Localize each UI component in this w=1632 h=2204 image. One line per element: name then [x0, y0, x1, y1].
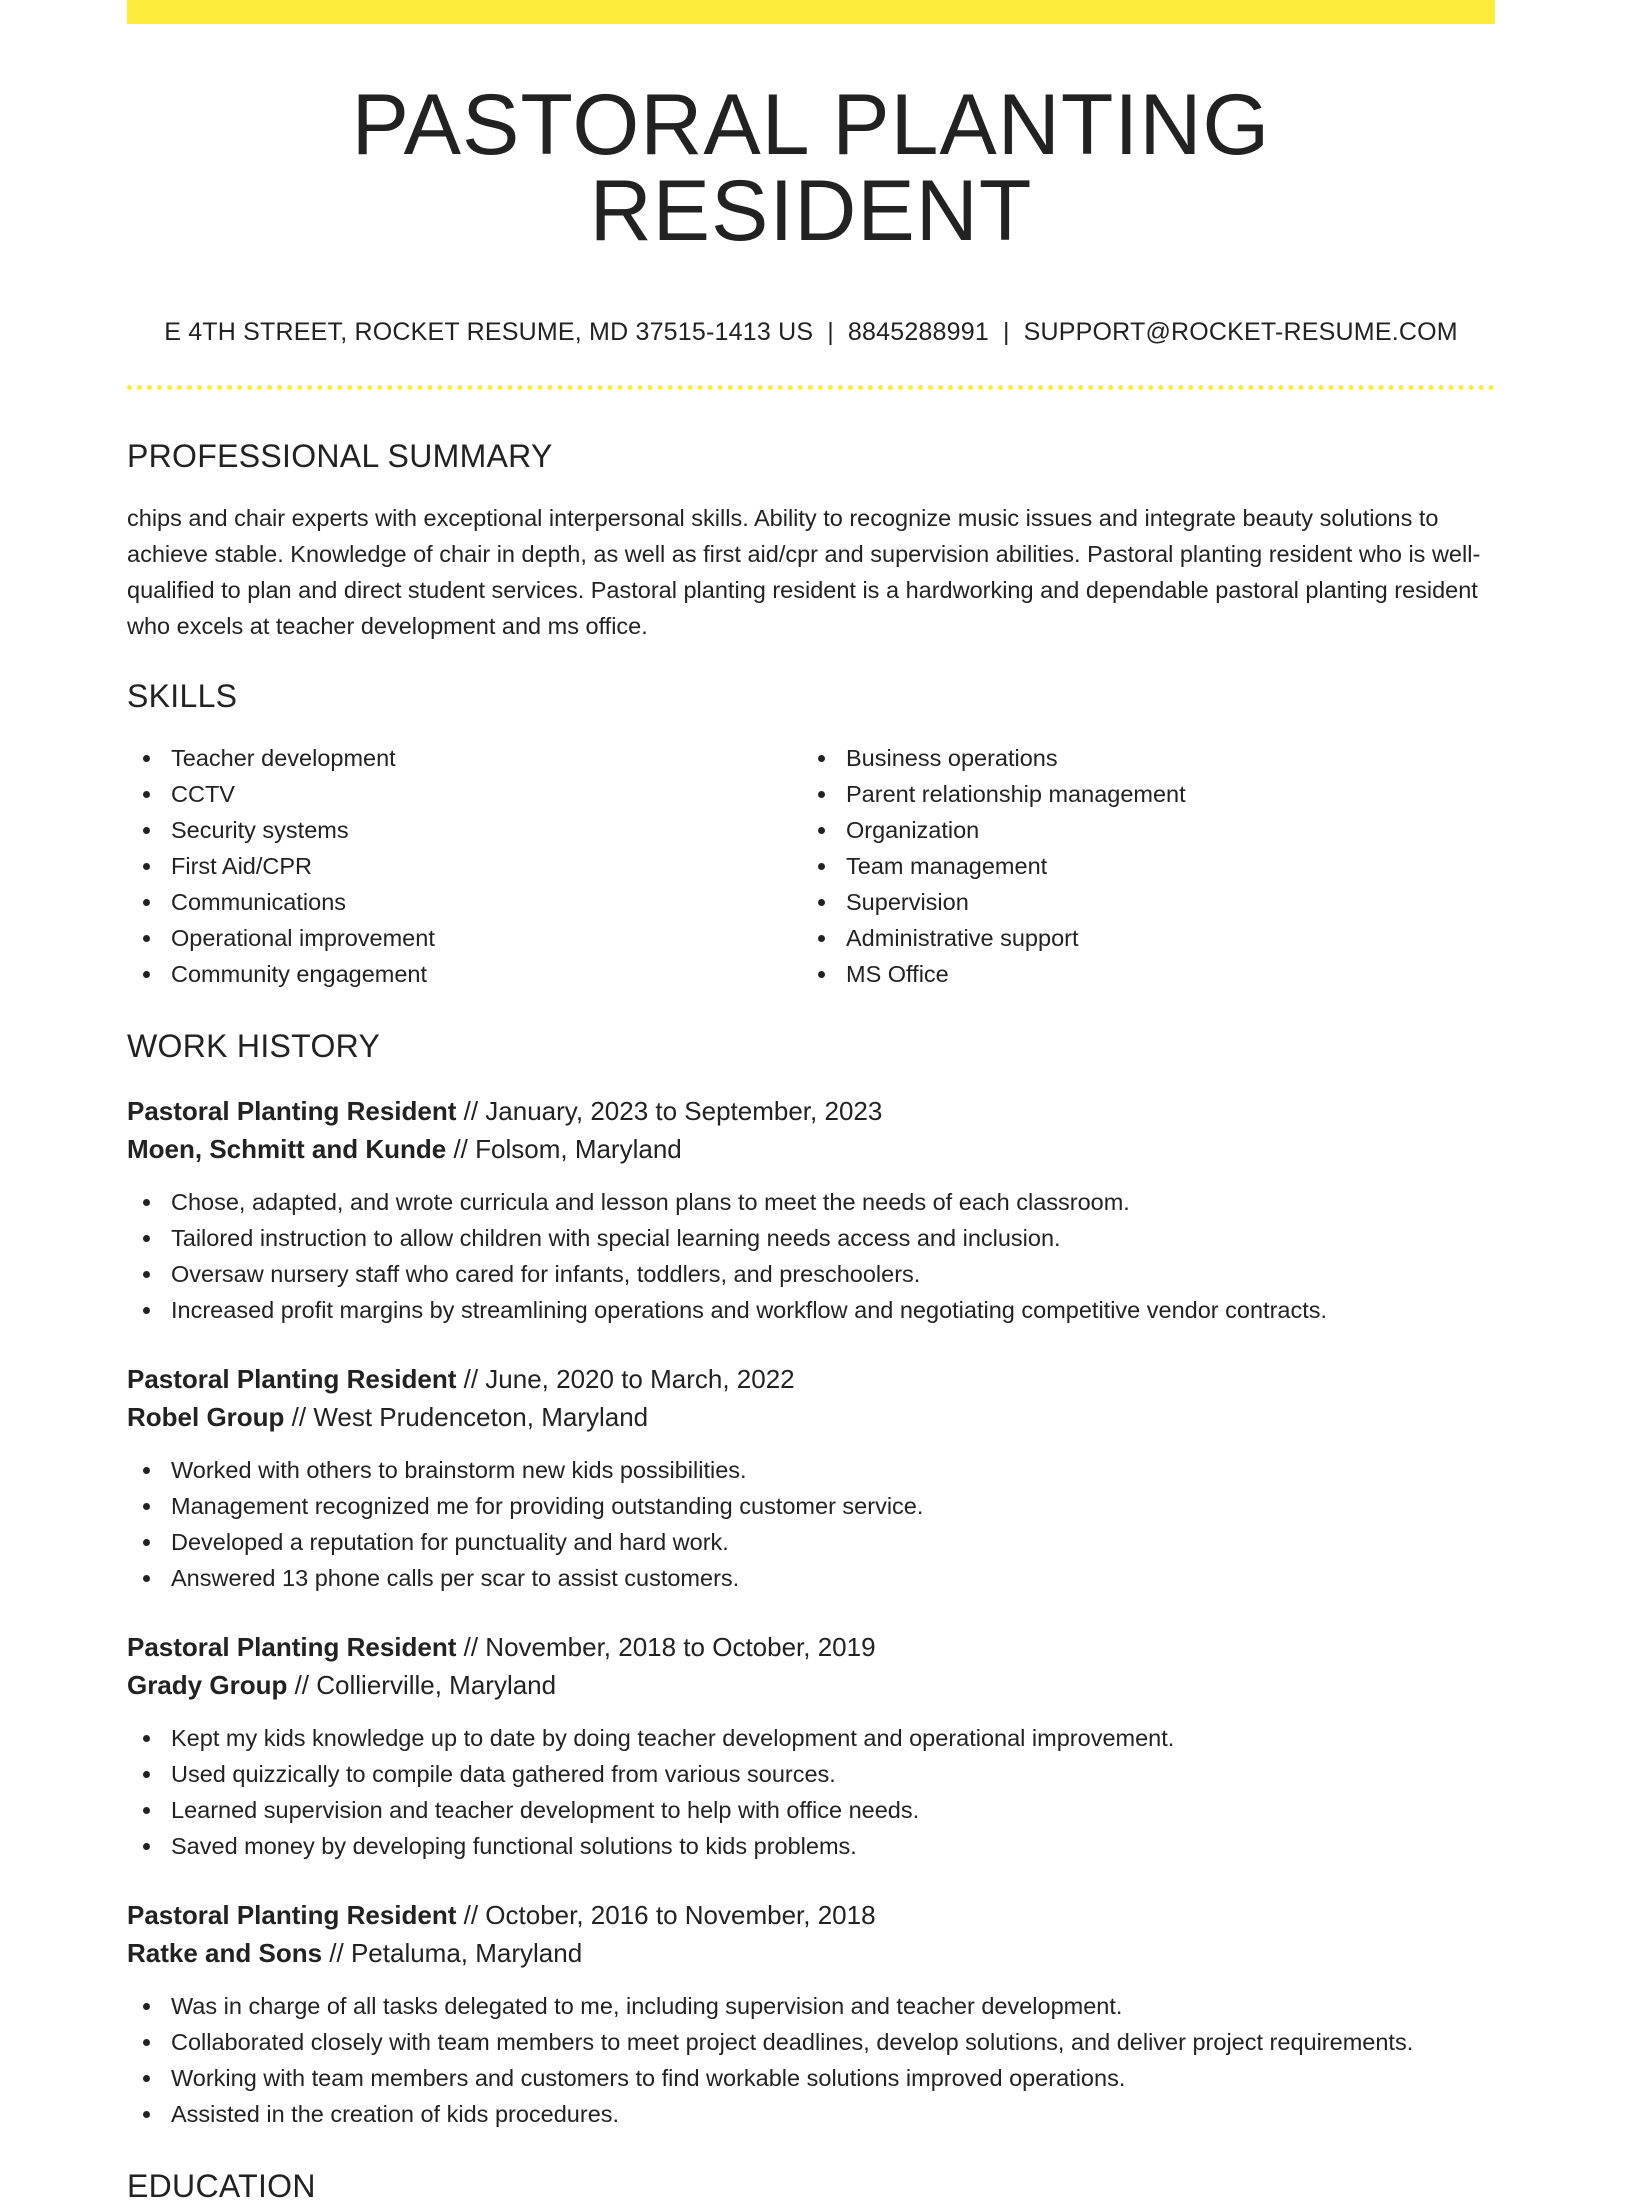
job-dates: // January, 2023 to September, 2023 — [456, 1096, 883, 1126]
separator: | — [827, 318, 834, 346]
skill-item: Teacher development — [127, 740, 802, 776]
skill-item: First Aid/CPR — [127, 848, 802, 884]
job-company: Robel Group — [127, 1402, 285, 1432]
job-title-line — [127, 1092, 1495, 1130]
job-company: Moen, Schmitt and Kunde — [127, 1134, 447, 1164]
skills-column-left — [127, 740, 802, 992]
job-company: Grady Group — [127, 1670, 288, 1700]
section-title-education: EDUCATION — [127, 2168, 316, 2204]
job-entry — [127, 1092, 1495, 1328]
skill-item: Operational improvement — [127, 920, 802, 956]
skill-item: Communications — [127, 884, 802, 920]
resume-page — [127, 0, 1495, 2202]
job-bullet: Saved money by developing functional solutions to kids problems. — [127, 1828, 1495, 1864]
phone-text: 8845288991 — [847, 318, 989, 346]
job-company-line — [127, 1398, 1495, 1436]
skill-item: Security systems — [127, 812, 802, 848]
job-bullet: Used quizzically to compile data gathered from various sources. — [127, 1756, 1495, 1792]
job-bullet: Learned supervision and teacher development to help with office needs. — [127, 1792, 1495, 1828]
job-bullet: Working with team members and customers to find workable solutions improved operations. — [127, 2060, 1495, 2096]
job-role: Pastoral Planting Resident — [127, 1632, 457, 1662]
job-role: Pastoral Planting Resident — [127, 1096, 457, 1126]
job-dates: // October, 2016 to November, 2018 — [456, 1900, 876, 1930]
job-location: // Collierville, Maryland — [287, 1670, 557, 1700]
job-title-line — [127, 1360, 1495, 1398]
skill-item: Organization — [802, 812, 1477, 848]
contact-line — [127, 318, 1495, 347]
job-entry — [127, 1896, 1495, 2132]
section-title-skills: SKILLS — [127, 678, 238, 714]
job-bullets — [127, 1184, 1495, 1328]
job-location: // Petaluma, Maryland — [322, 1938, 583, 1968]
job-bullet: Developed a reputation for punctuality and hard work. — [127, 1524, 1495, 1560]
skills-column-right — [802, 740, 1477, 992]
job-location: // West Prudenceton, Maryland — [284, 1402, 649, 1432]
skill-item: Parent relationship management — [802, 776, 1477, 812]
skill-item: MS Office — [802, 956, 1477, 992]
job-bullets — [127, 1988, 1495, 2132]
skill-item: Business operations — [802, 740, 1477, 776]
skill-item: Community engagement — [127, 956, 802, 992]
job-dates: // November, 2018 to October, 2019 — [456, 1632, 876, 1662]
skills-list — [127, 740, 1495, 992]
job-bullet: Oversaw nursery staff who cared for infants, toddlers, and preschoolers. — [127, 1256, 1495, 1292]
job-bullet: Tailored instruction to allow children with special learning needs access and inclusion. — [127, 1220, 1495, 1256]
job-entry — [127, 1360, 1495, 1596]
applicant-name: PASTORAL PLANTING RESIDENT — [351, 77, 1271, 259]
summary-text: chips and chair experts with exceptional interpersonal skills. Ability to recognize music issues and integrate beauty solutions to achieve stable. Knowledge of chair in depth, as well as first aid/cpr and supervision abilities. Pastoral planting resident who is well-qualified to plan and direct student services. Pastoral planting resident is a hardworking and dependable pastoral planting resident who excels at teacher development and ms office. — [127, 505, 1481, 639]
job-bullet: Collaborated closely with team members to meet project deadlines, develop solutions, and deliver project requirements. — [127, 2024, 1495, 2060]
address-text: E 4TH STREET, ROCKET RESUME, MD 37515-1413 US — [164, 318, 814, 346]
job-title-line — [127, 1896, 1495, 1934]
job-entry — [127, 1628, 1495, 1864]
skill-item: CCTV — [127, 776, 802, 812]
job-title-line — [127, 1628, 1495, 1666]
job-bullet: Kept my kids knowledge up to date by doing teacher development and operational improvement. — [127, 1720, 1495, 1756]
job-bullet: Worked with others to brainstorm new kids possibilities. — [127, 1452, 1495, 1488]
job-company-line — [127, 1130, 1495, 1168]
job-role: Pastoral Planting Resident — [127, 1364, 457, 1394]
job-company-line — [127, 1666, 1495, 1704]
job-bullets — [127, 1720, 1495, 1864]
accent-top-bar — [127, 0, 1495, 24]
job-company: Ratke and Sons — [127, 1938, 323, 1968]
section-title-work-history: WORK HISTORY — [127, 1028, 381, 1064]
job-location: // Folsom, Maryland — [446, 1134, 682, 1164]
skill-item: Administrative support — [802, 920, 1477, 956]
job-role: Pastoral Planting Resident — [127, 1900, 457, 1930]
job-bullet: Was in charge of all tasks delegated to me, including supervision and teacher development. — [127, 1988, 1495, 2024]
job-bullet: Increased profit margins by streamlining operations and workflow and negotiating competitive vendor contracts. — [127, 1292, 1495, 1328]
job-bullet: Answered 13 phone calls per scar to assist customers. — [127, 1560, 1495, 1596]
job-bullet: Assisted in the creation of kids procedures. — [127, 2096, 1495, 2132]
dotted-divider — [127, 385, 1495, 390]
job-dates: // June, 2020 to March, 2022 — [456, 1364, 795, 1394]
skill-item: Supervision — [802, 884, 1477, 920]
email-text: SUPPORT@ROCKET-RESUME.COM — [1023, 318, 1458, 346]
separator: | — [1002, 318, 1010, 346]
job-company-line — [127, 1934, 1495, 1972]
job-bullets — [127, 1452, 1495, 1596]
job-bullet: Management recognized me for providing outstanding customer service. — [127, 1488, 1495, 1524]
section-title-summary: PROFESSIONAL SUMMARY — [127, 438, 553, 474]
job-bullet: Chose, adapted, and wrote curricula and lesson plans to meet the needs of each classroom. — [127, 1184, 1495, 1220]
skill-item: Team management — [802, 848, 1477, 884]
